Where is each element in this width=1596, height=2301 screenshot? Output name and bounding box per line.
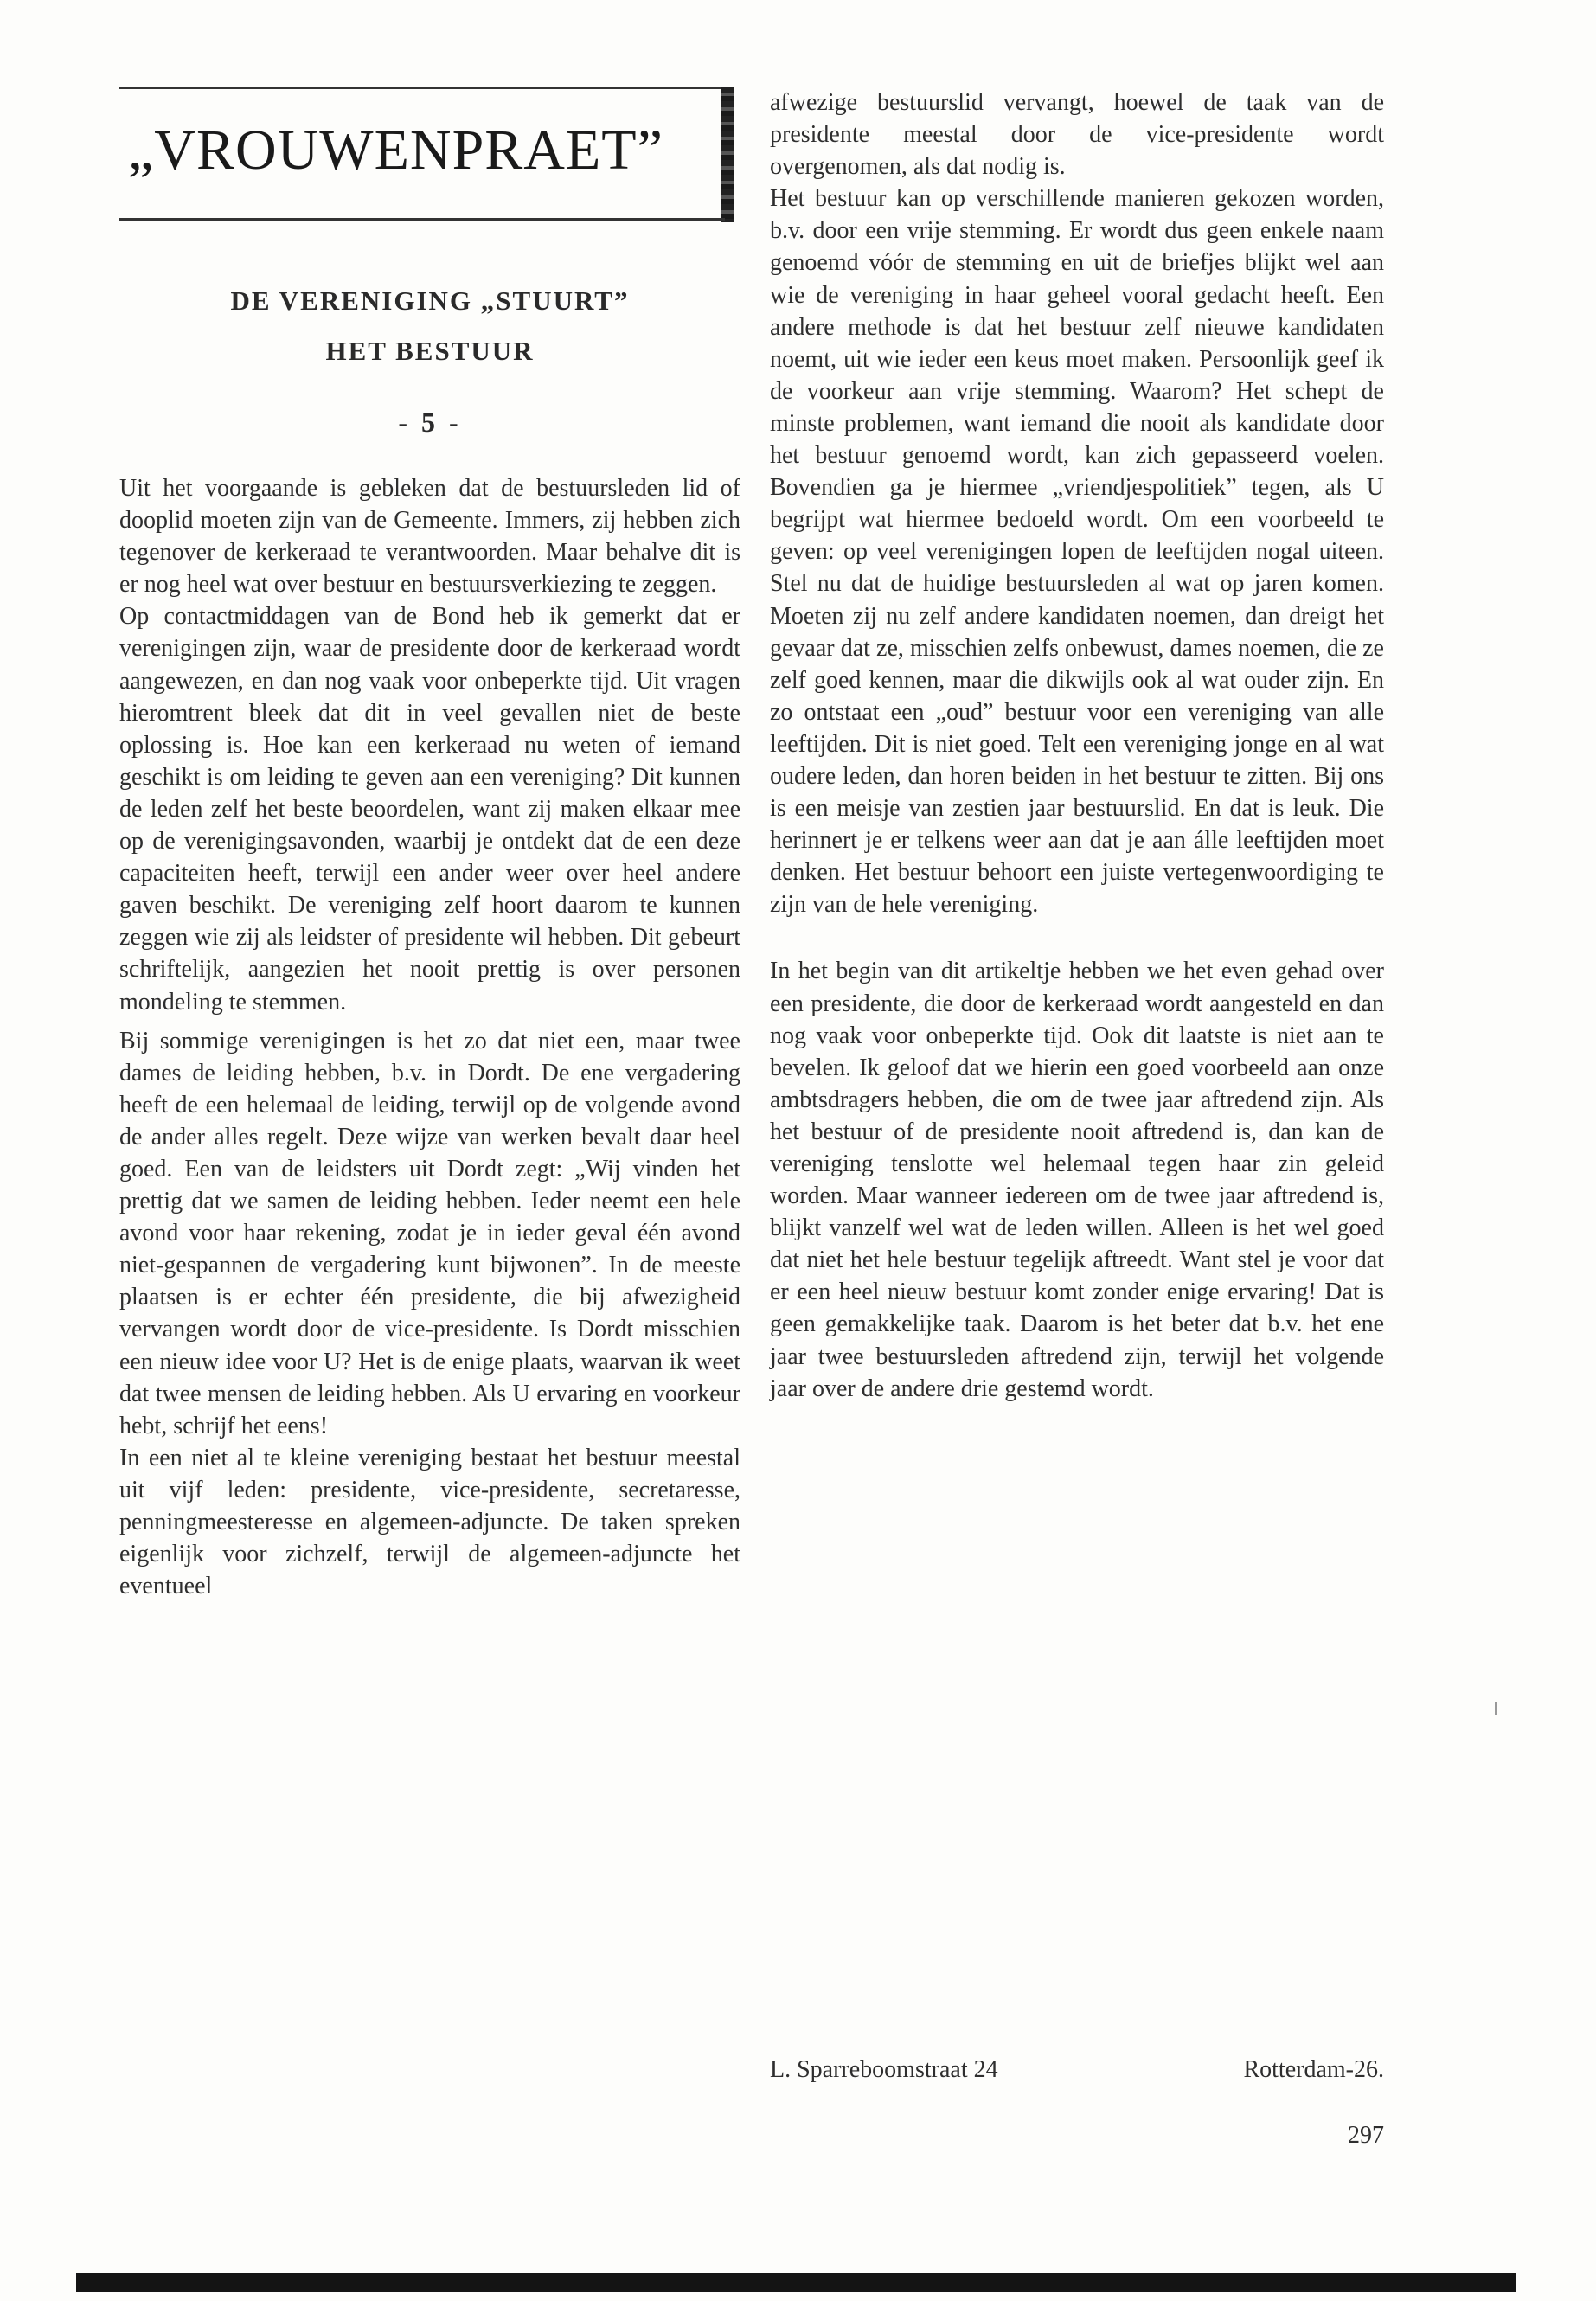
scan-speck xyxy=(1495,1702,1497,1715)
article-number: - 5 - xyxy=(398,407,462,438)
article-heading-line-2: HET BESTUUR xyxy=(325,336,535,366)
paragraph: Bij sommige verenigingen is het zo dat niet een, maar twee dames de leiding hebben, b.v. in Dordt. De ene vergadering heeft de een helemaal de leiding, terwijl op de volgende avond de ander alles regelt. Deze wijze van werken bevalt daar heel goed. Een van de leidsters uit Dordt zegt: „Wij vinden het prettig dat we samen de leiding hebben. Ieder neemt een hele avond voor haar rekening, zodat je in ieder geval één avond niet-gespannen de vergadering kunt bijwonen”. In de meeste plaatsen is er echter één presidente, die bij afwezigheid vervangen wordt door de vice-presidente. Is Dordt misschien een nieuw idee voor U? Het is de enige plaats, waarvan ik weet dat twee mensen de leiding hebben. Als U ervaring en voorkeur hebt, schrijf het eens! xyxy=(119,1027,740,1439)
paragraph: Uit het voorgaande is gebleken dat de bestuursleden lid of dooplid moeten zijn van de Gemeente. Immers, zij hebben zich tegenover de kerkeraad te verantwoorden. Maar behalve dit is er nog heel wat over bestuur en bestuursverkiezing te zeggen. xyxy=(119,475,740,599)
paragraph: Het bestuur kan op verschillende manieren gekozen worden, b.v. door een vrije stemming. Er wordt dus geen enkele naam genoemd vóór de stemming en uit de briefjes blijkt wel aan wie de vereniging in haar geheel vooral gedacht heeft. Een andere methode is dat het bestuur zelf nieuwe kandidaten noemt, uit wie ieder een keus moet maken. Persoonlijk geef ik de voorkeur aan vrije stemming. Waarom? Het schept de minste problemen, want iemand die nooit als kandidate door het bestuur genoemd wordt, kan zich gepasseerd voelen. Bovendien ga je hiermee „vriendjespolitiek” tegen, als U begrijpt wat hiermee bedoeld wordt. Om een voorbeeld te geven: op veel verenigingen lopen de leeftijden nogal uiteen. Stel nu dat de huidige bestuursleden al wat op jaren komen. Moeten zij nu zelf andere kandidaten noemen, dan dreigt het gevaar dat ze, misschien zelfs onbewust, dames noemen, die ze zelf goed kennen, maar die dikwijls ook al wat ouder zijn. En zo ontstaat een „oud” bestuur voor een vereniging van alle leeftijden. Dit is niet goed. Telt een vereniging jonge en al wat oudere leden, dan horen beiden in het bestuur te zitten. Bij ons is een meisje van zestien jaar bestuurslid. En dat is leuk. Die herinnert je er telkens weer aan dat je aan álle leeftijden moet denken. Het bestuur behoort een juiste vertegenwoordiging te zijn van de hele vereniging. xyxy=(770,185,1384,919)
right-column xyxy=(770,87,1384,1405)
paragraph: afwezige bestuurslid vervangt, hoewel de taak van de presidente meestal door de vice-presidente wordt overgenomen, als dat nodig is. xyxy=(770,89,1384,181)
paragraph: In het begin van dit artikeltje hebben we het even gehad over een presidente, die door de kerkeraad wordt aangesteld en dan nog vaak voor onbeperkte tijd. Ook dit laatste is niet aan te bevelen. Ik geloof dat we hierin een goed voorbeeld aan onze ambtsdragers hebben, die om de twee jaar aftredend zijn. Als het bestuur of de presidente nooit aftredend is, dan kan de vereniging tenslotte wel helemaal tegen haar zin geleid worden. Maar wanneer iedereen om de twee jaar aftredend is, blijkt vanzelf wel wat de leden willen. Alleen is het wel goed dat niet het hele bestuur tegelijk aftreedt. Want stel je voor dat er een heel nieuw bestuur komt zonder enige ervaring! Dat is geen gemakkelijke taak. Daarom is het beter dat b.v. het ene jaar twee bestuursleden aftredend zijn, terwijl het volgende jaar over de andere drie gestemd wordt. xyxy=(770,958,1384,1402)
paragraph: In een niet al te kleine vereniging bestaat het bestuur meestal uit vijf leden: presidente, vice-presidente, secretaresse, penningmeesteresse en algemeen-adjuncte. De taken spreken eigenlijk voor zichzelf, terwijl de algemeen-adjuncte het eventueel xyxy=(119,1444,740,1600)
author-address xyxy=(770,2056,1384,2091)
paragraph: Op contactmiddagen van de Bond heb ik gemerkt dat er verenigingen zijn, waar de presidente door de kerkeraad wordt aangewezen, en dan nog vaak voor onbeperkte tijd. Uit vragen hieromtrent bleek dat dit in veel gevallen niet de beste oplossing is. Hoe kan een kerkeraad nu weten of iemand geschikt is om leiding te geven aan een vereniging? Dit kunnen de leden zelf het beste beoordelen, want zij maken elkaar mee op de verenigingsavonden, waarbij je ontdekt dat de een deze capaciteiten heeft, terwijl een ander weer over heel andere gaven beschikt. De vereniging zelf hoort daarom te kunnen zeggen wie zij als leidster of presidente wil hebben. Dit gebeurt schriftelijk, aangezien het nooit prettig is over personen mondeling te stemmen. xyxy=(119,603,740,1016)
article-heading-line-1: DE VERENIGING „STUURT” xyxy=(230,285,630,316)
scan-bottom-border xyxy=(76,2273,1516,2292)
masthead xyxy=(119,87,740,225)
masthead-top-rule xyxy=(119,87,725,89)
masthead-side-bar xyxy=(721,87,734,222)
page-number: 297 xyxy=(1348,2122,1384,2149)
column-title: „VROUWENPRAET” xyxy=(128,119,663,182)
left-column xyxy=(119,472,740,1602)
street-address: L. Sparreboomstraat 24 xyxy=(770,2056,998,2083)
city: Rotterdam-26. xyxy=(1243,2056,1384,2083)
masthead-bottom-rule xyxy=(119,218,725,221)
